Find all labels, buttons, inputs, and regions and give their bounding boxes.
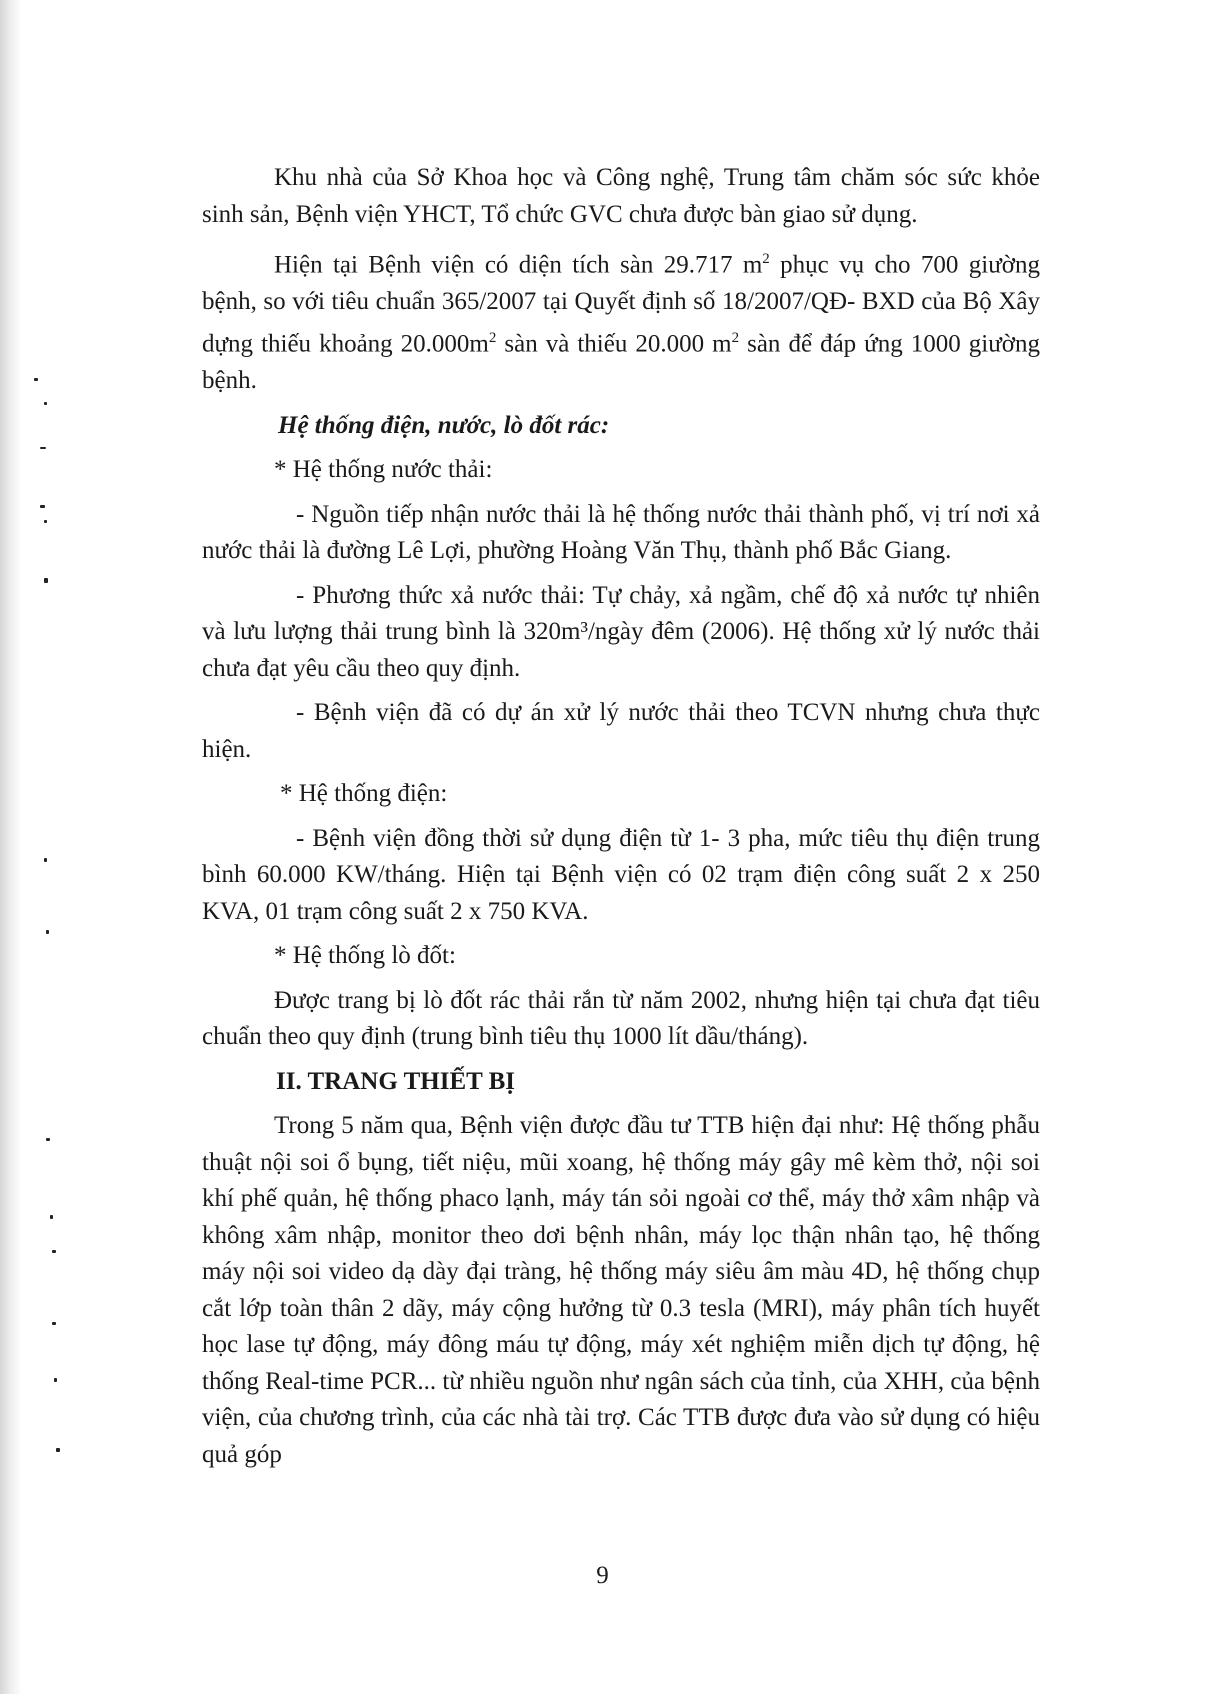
scan-speck xyxy=(46,1138,50,1141)
paragraph-wastewater-project: - Bệnh viện đã có dự án xử lý nước thải theo TCVN nhưng chưa thực hiện. xyxy=(202,699,1040,763)
scan-speck xyxy=(44,858,47,862)
scan-speck xyxy=(50,1215,53,1219)
scan-speck xyxy=(52,1250,56,1253)
subheading-power: * Hệ thống điện: xyxy=(280,780,448,808)
scan-speck xyxy=(40,447,46,449)
scan-speck xyxy=(44,402,47,405)
scan-speck xyxy=(34,378,38,381)
floor-area-text-3: sàn và thiếu 20.000 m xyxy=(496,330,732,358)
floor-area-text-1: Hiện tại Bệnh viện có diện tích sàn 29.717 m xyxy=(274,251,763,279)
scan-speck xyxy=(46,930,49,934)
paragraph-equipment: Trong 5 năm qua, Bệnh viện được đầu tư TTB hiện đại như: Hệ thống phẫu thuật nội soi ổ bụng, tiết niệu, mũi xoang, hệ thống máy gây mê kèm thở, nội soi khí phế quản, hệ thống phaco lạnh, máy tán sỏi ngoài cơ thể, máy thở xâm nhập và không xâm nhập, monitor theo dơi bệnh nhân, máy lọc thận nhân tạo, hệ thống máy nội soi video dạ dày đại tràng, hệ thống máy siêu âm màu 4D, hệ thống chụp cắt lớp toàn thân 2 dãy, máy cộng hưởng từ 0.3 tesla (MRI), máy phân tích huyết học lase tự động, máy đông máu tự động, máy xét nghiệm miễn dịch tự động, hệ thống Real-time PCR... từ nhiều nguồn như ngân sách của tỉnh, của XHH, của bệnh viện, của chương trình, của các nhà tài trợ. Các TTB được đưa vào sử dụng có hiệu quả góp xyxy=(202,1112,1040,1468)
heading-utilities: Hệ thống điện, nước, lò đốt rác: xyxy=(278,411,610,439)
superscript-2: 2 xyxy=(731,330,740,347)
scan-speck xyxy=(44,520,47,523)
paragraph-buildings: Khu nhà của Sở Khoa học và Công nghệ, Trung tâm chăm sóc sức khỏe sinh sản, Bệnh viện YHCT, Tổ chức GVC chưa được bàn giao sử dụng. xyxy=(202,164,1040,228)
subheading-incinerator: * Hệ thống lò đốt: xyxy=(274,942,456,970)
document-body xyxy=(202,160,1040,1481)
page-number: 9 xyxy=(596,1562,609,1589)
heading-equipment: II. TRANG THIẾT BỊ xyxy=(276,1067,515,1095)
paragraph-power: - Bệnh viện đồng thời sử dụng điện từ 1- 3 pha, mức tiêu thụ điện trung bình 60.000 KW/tháng. Hiện tại Bệnh viện có 02 trạm điện công suất 2 x 250 KVA, 01 trạm công suất 2 x 750 KVA. xyxy=(202,824,1040,925)
scan-speck xyxy=(56,1448,60,1452)
scan-speck xyxy=(40,505,45,508)
superscript-2: 2 xyxy=(762,251,770,267)
paragraph-floor-area xyxy=(202,241,1040,400)
paragraph-wastewater-method: - Phương thức xả nước thải: Tự chảy, xả ngầm, chế độ xả nước tự nhiên và lưu lượng thải trung bình là 320m³/ngày đêm (2006). Hệ thống xử lý nước thải chưa đạt yêu cầu theo quy định. xyxy=(202,581,1040,682)
scan-speck xyxy=(52,1322,56,1325)
scan-edge-shadow xyxy=(0,0,22,1694)
floor-area-text-2: phục vụ cho 700 giường bệnh, so với tiêu chuẩn 365/2007 tại Quyết định số 18/2007/QĐ- BXD của Bộ Xây dựng thiếu khoảng 20.000m xyxy=(202,251,1040,358)
scan-speck xyxy=(44,578,48,583)
subheading-wastewater: * Hệ thống nước thải: xyxy=(274,456,493,484)
floor-area-text-4: sàn để đáp ứng 1000 giường bệnh. xyxy=(202,330,1040,395)
scan-speck xyxy=(54,1378,57,1382)
superscript-2: 2 xyxy=(488,330,497,347)
paragraph-incinerator: Được trang bị lò đốt rác thải rắn từ năm 2002, nhưng hiện tại chưa đạt tiêu chuẩn theo quy định (trung bình tiêu thụ 1000 lít dầu/tháng). xyxy=(202,986,1040,1051)
paragraph-wastewater-source: - Nguồn tiếp nhận nước thải là hệ thống nước thải thành phố, vị trí nơi xả nước thải là đường Lê Lợi, phường Hoàng Văn Thụ, thành phố Bắc Giang. xyxy=(202,500,1040,565)
